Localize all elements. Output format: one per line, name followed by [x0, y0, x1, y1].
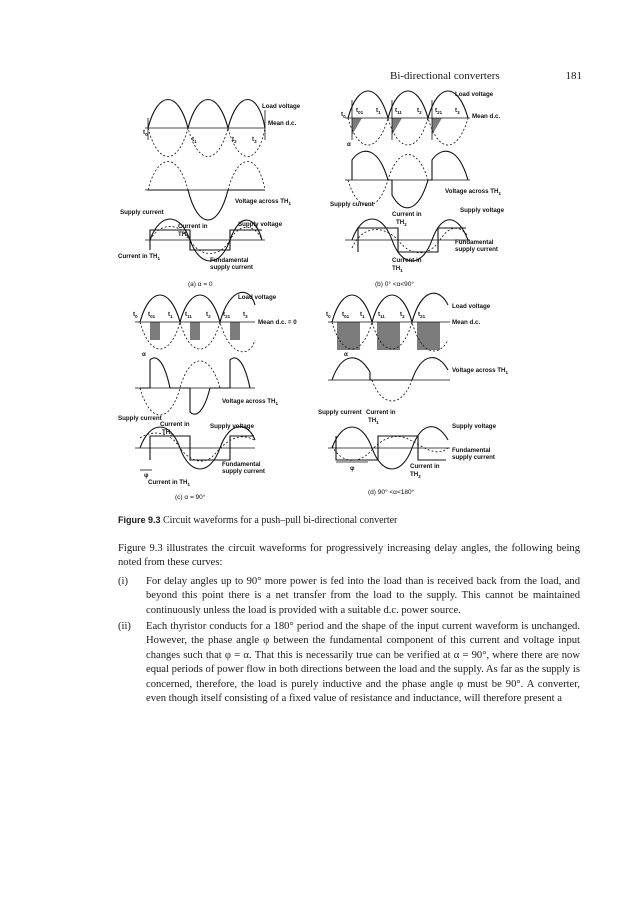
svg-text:t1 [360, 311, 365, 319]
panel-d-voltage-across-th1 [332, 358, 448, 380]
panel-c-load-voltage-label: Load voltage [238, 294, 277, 301]
svg-text:t11 [185, 311, 192, 319]
panel-d-th1: TH [368, 417, 377, 424]
panel-b-mean-dc-label: Mean d.c. [472, 113, 501, 120]
svg-text:t3 [455, 107, 460, 115]
panel-c-t2-sub: 2 [208, 314, 211, 319]
svg-text:Voltage across TH1 [235, 198, 292, 206]
panel-d-t01: t [342, 311, 345, 318]
svg-text:t3 [252, 136, 257, 144]
panel-b-t11-sub: 11 [397, 110, 402, 115]
svg-text:t0 [341, 111, 346, 119]
svg-text:t01 [148, 311, 156, 319]
panel-d-mean-dc-label: Mean d.c. [452, 319, 481, 326]
page-number: 181 [565, 70, 582, 82]
panel-a-fundamental-label: Fundamental [210, 257, 249, 264]
panel-c-voltage-across-th1 [140, 358, 250, 414]
svg-text:Voltage across TH1 [445, 188, 502, 196]
panel-c-neg-region-2 [190, 322, 200, 340]
panel-a-vth-sub: 1 [288, 201, 292, 206]
panel-d-t11: t [378, 311, 381, 318]
panel-c-t01: t [148, 311, 151, 318]
panel-c-fundamental-dashed [140, 433, 254, 461]
panel-a-th2-sub: 2 [186, 234, 189, 239]
panel-d-t1-sub: 1 [362, 314, 365, 319]
panel-c-t21-sub: 21 [225, 314, 231, 319]
panel-b-t2-sub: 2 [419, 110, 422, 115]
panel-b-th1: TH [392, 265, 401, 272]
list-item [118, 575, 580, 618]
panel-d-neg-region-1 [337, 322, 360, 350]
body-text [118, 542, 580, 708]
panel-b-t2: t [417, 107, 420, 114]
panel-a-t2: t [232, 136, 235, 143]
panel-a-load-voltage-label: Load voltage [262, 103, 301, 110]
panel-b-vth-label: Voltage across TH [445, 188, 499, 195]
panel-b-supply-voltage-label: Supply voltage [460, 207, 505, 214]
panel-c-t11: t [185, 311, 188, 318]
panel-c-supply-current-label: Supply current [118, 415, 162, 422]
panel-b-t1: t [376, 107, 379, 114]
panel-a [118, 100, 301, 289]
svg-text:t0 [143, 129, 148, 137]
panel-b-t01-sub: 01 [358, 110, 364, 115]
panel-c-t01-sub: 01 [150, 314, 156, 319]
panel-b-current-in-th2-label: Current in [392, 211, 422, 218]
panel-d-vth-dashed [372, 380, 412, 401]
svg-text:t2 [206, 311, 211, 319]
panel-b-t21-sub: 21 [437, 110, 443, 115]
panel-b-load-voltage-label: Load voltage [455, 91, 494, 98]
panel-c-t3-sub: 3 [245, 314, 248, 319]
svg-text:TH2 [410, 471, 421, 479]
panel-c-mean-dc-label: Mean d.c. = 0 [258, 319, 297, 326]
panel-c-t1-sub: 1 [170, 314, 173, 319]
panel-d [318, 293, 509, 496]
panel-b-th2-sub: 2 [404, 222, 407, 227]
panel-a-t3-sub: 3 [254, 139, 257, 144]
panel-b-load-voltage-wave [348, 91, 468, 118]
panel-c-fundamental-label: Fundamental [222, 461, 261, 468]
panel-b [330, 91, 505, 288]
panel-d-t11-sub: 11 [380, 314, 385, 319]
panel-d-th2: TH [410, 471, 419, 478]
panel-a-caption: (a) α = 0 [188, 281, 213, 288]
panel-b-vth-sub: 1 [498, 191, 502, 196]
panel-c-phi: φ [144, 472, 149, 479]
panel-d-fundamental-label: Fundamental [452, 447, 491, 454]
panel-d-neg-region-2 [377, 322, 400, 350]
panel-c-vth-label: Voltage across TH [222, 398, 276, 405]
svg-text:t21 [418, 311, 426, 319]
panel-c-current-in-th2-label: Current in [160, 421, 190, 428]
panel-d-current-in-th1-label: Current in [366, 409, 396, 416]
svg-text:t01 [356, 107, 364, 115]
panel-d-t1: t [360, 311, 363, 318]
panel-c-t0-sub: 0 [135, 314, 138, 319]
panel-b-th2: TH [396, 219, 405, 226]
panel-a-supply-current-label: Supply current [120, 209, 164, 216]
panel-b-current-in-th1-label: Current in [392, 257, 422, 264]
svg-text:TH2 [396, 219, 407, 227]
panel-a-vth-dashed [148, 162, 265, 191]
panel-d-supply-voltage-label: Supply voltage [452, 423, 497, 430]
panel-d-vth-sub: 1 [505, 370, 509, 375]
panel-a-vth-label: Voltage across TH [235, 198, 289, 205]
panel-d-t01-sub: 01 [344, 314, 350, 319]
svg-text:t0 [133, 311, 138, 319]
svg-text:t2 [400, 311, 405, 319]
svg-text:t21 [223, 311, 231, 319]
panel-d-th1-sub: 1 [376, 420, 379, 425]
panel-d-caption: (d) 90° <α<180° [368, 489, 415, 496]
svg-text:Current in TH1 [118, 253, 161, 261]
panel-d-th2-sub: 2 [418, 474, 421, 479]
panel-b-t21: t [435, 107, 438, 114]
panel-a-voltage-across-th1 [148, 190, 265, 220]
panel-d-phi: φ [350, 465, 355, 472]
panel-d-t2-sub: 2 [402, 314, 405, 319]
panel-c-alpha: α [142, 351, 146, 358]
panel-c-vth-sub: 1 [275, 401, 279, 406]
panel-a-current-in-th1-label: Current in TH [118, 253, 158, 260]
panel-a-th2: TH [178, 231, 187, 238]
svg-text:t2 [417, 107, 422, 115]
panel-c-t1: t [168, 311, 171, 318]
svg-text:Voltage across TH1 [222, 398, 279, 406]
running-title: Bi-directional converters [390, 70, 500, 82]
svg-text:t1 [192, 136, 197, 144]
panel-d-t2: t [400, 311, 403, 318]
panel-c-t0: t [133, 311, 136, 318]
intro-paragraph: Figure 9.3 illustrates the circuit waveforms for progressively increasing delay angles, the following being noted from these curves: [118, 543, 580, 569]
panel-d-alpha: α [344, 351, 348, 358]
panel-d-t0: t [326, 311, 329, 318]
panel-d-vth-label: Voltage across TH [452, 367, 506, 374]
panel-b-t3: t [455, 107, 458, 114]
svg-text:TH2 [162, 429, 173, 437]
panel-b-t11: t [395, 107, 398, 114]
panel-d-t21-sub: 21 [420, 314, 426, 319]
svg-text:TH2 [178, 231, 189, 239]
panel-c-th2: TH [162, 429, 171, 436]
svg-text:t0 [326, 311, 331, 319]
panel-a-t3: t [252, 136, 255, 143]
panel-b-t0-sub: 0 [343, 114, 346, 119]
panel-a-t0-sub: 0 [145, 132, 148, 137]
panel-b-t3-sub: 3 [457, 110, 460, 115]
list-item-number: (ii) [118, 621, 131, 633]
panel-a-negative-half-dashed [148, 128, 265, 157]
svg-text:t1 [168, 311, 173, 319]
panel-c-current-in-th1-label: Current in TH [148, 479, 188, 486]
svg-text:t21 [435, 107, 443, 115]
panel-b-negative-dashed [348, 118, 468, 145]
figure-caption [118, 515, 397, 526]
panel-a-current-in-th2-label: Current in [178, 223, 208, 230]
panel-d-t0-sub: 0 [328, 314, 331, 319]
panel-a-supply-voltage-label: Supply voltage [238, 221, 283, 228]
list-item-text: Each thyristor conducts for a 180° period and the shape of the input current waveform is unchanged. However, the phase angle φ between the fundamental component of this current and voltage input changes such that φ = α. That this is necessarily true can be verified at α = 90°, where there are now equal periods of power flow in both directions between the load and the supply. As far as the supply is concerned, therefore, the load is purely inductive and the phase angle φ must be 90°. A converter, even though itself consisting of a fixed value of resistance and inductance, will therefore present a [146, 621, 580, 705]
panel-c-fundamental-label-2: supply current [222, 468, 265, 475]
panel-b-fundamental-label-2: supply current [455, 246, 498, 253]
svg-text:TH1 [392, 265, 403, 273]
list-item-text: For delay angles up to 90° more power is fed into the load than is received back from the load, and beyond this point there is a net transfer from the load to the supply. This cannot be maintained continuously unless the load is provided with a suitable d.c. power source. [146, 575, 580, 616]
svg-text:t3 [243, 311, 248, 319]
panel-d-current-in-th2-label: Current in [410, 463, 440, 470]
panel-a-fundamental-label-2: supply current [210, 264, 253, 271]
panel-b-supply-current-label: Supply current [330, 201, 374, 208]
panel-b-caption: (b) 0° <α<90° [375, 281, 414, 288]
panel-d-neg-region-3 [417, 322, 440, 350]
panel-d-load-voltage-wave [332, 293, 448, 322]
panel-d-fundamental-label-2: supply current [452, 454, 495, 461]
panel-b-alpha: α [347, 141, 351, 148]
list-item [118, 620, 580, 706]
figure-caption-text: Circuit waveforms for a push–pull bi-directional converter [160, 515, 398, 526]
panel-c-t11-sub: 11 [187, 314, 192, 319]
panel-c-neg-region-3 [230, 322, 240, 340]
panel-a-t1: t [192, 136, 195, 143]
panel-b-fundamental-dashed [352, 228, 468, 253]
panel-b-t1-sub: 1 [378, 110, 381, 115]
panel-d-load-voltage-label: Load voltage [452, 303, 491, 310]
panel-a-t2-sub: 2 [234, 139, 237, 144]
panel-a-current-in-th1-sub: 1 [157, 256, 161, 261]
svg-text:t01 [342, 311, 350, 319]
panel-b-th1-sub: 1 [400, 268, 403, 273]
panel-a-t1-sub: 1 [194, 139, 197, 144]
panel-b-voltage-across-th1 [352, 151, 468, 208]
panel-c-t3: t [243, 311, 246, 318]
panel-c-t21: t [223, 311, 226, 318]
panel-c-supply-voltage-label: Supply voltage [210, 423, 255, 430]
panel-a-mean-dc-label: Mean d.c. [268, 120, 297, 127]
svg-text:t2 [232, 136, 237, 144]
panel-c-current-in-th1-sub: 1 [187, 482, 191, 487]
svg-text:t11 [395, 107, 402, 115]
panel-b-t01: t [356, 107, 359, 114]
svg-text:Current in TH1 [148, 479, 191, 487]
svg-text:t1 [376, 107, 381, 115]
panel-c-th2-sub: 2 [170, 432, 173, 437]
svg-text:Voltage across TH1 [452, 367, 509, 375]
panel-d-t21: t [418, 311, 421, 318]
panel-c-t2: t [206, 311, 209, 318]
panel-b-t0: t [341, 111, 344, 118]
figure-caption-label: Figure 9.3 [118, 515, 161, 525]
svg-text:t11 [378, 311, 385, 319]
panel-a-t0: t [143, 129, 146, 136]
panel-c-caption: (c) α = 90° [175, 494, 206, 501]
svg-text:TH1 [368, 417, 379, 425]
panel-a-load-voltage-wave [148, 100, 265, 129]
panel-c-neg-region-1 [150, 322, 160, 340]
panel-d-supply-current-label: Supply current [318, 409, 362, 416]
list-item-number: (i) [118, 575, 128, 587]
panel-b-fundamental-label: Fundamental [455, 239, 494, 246]
panel-c [118, 292, 297, 501]
